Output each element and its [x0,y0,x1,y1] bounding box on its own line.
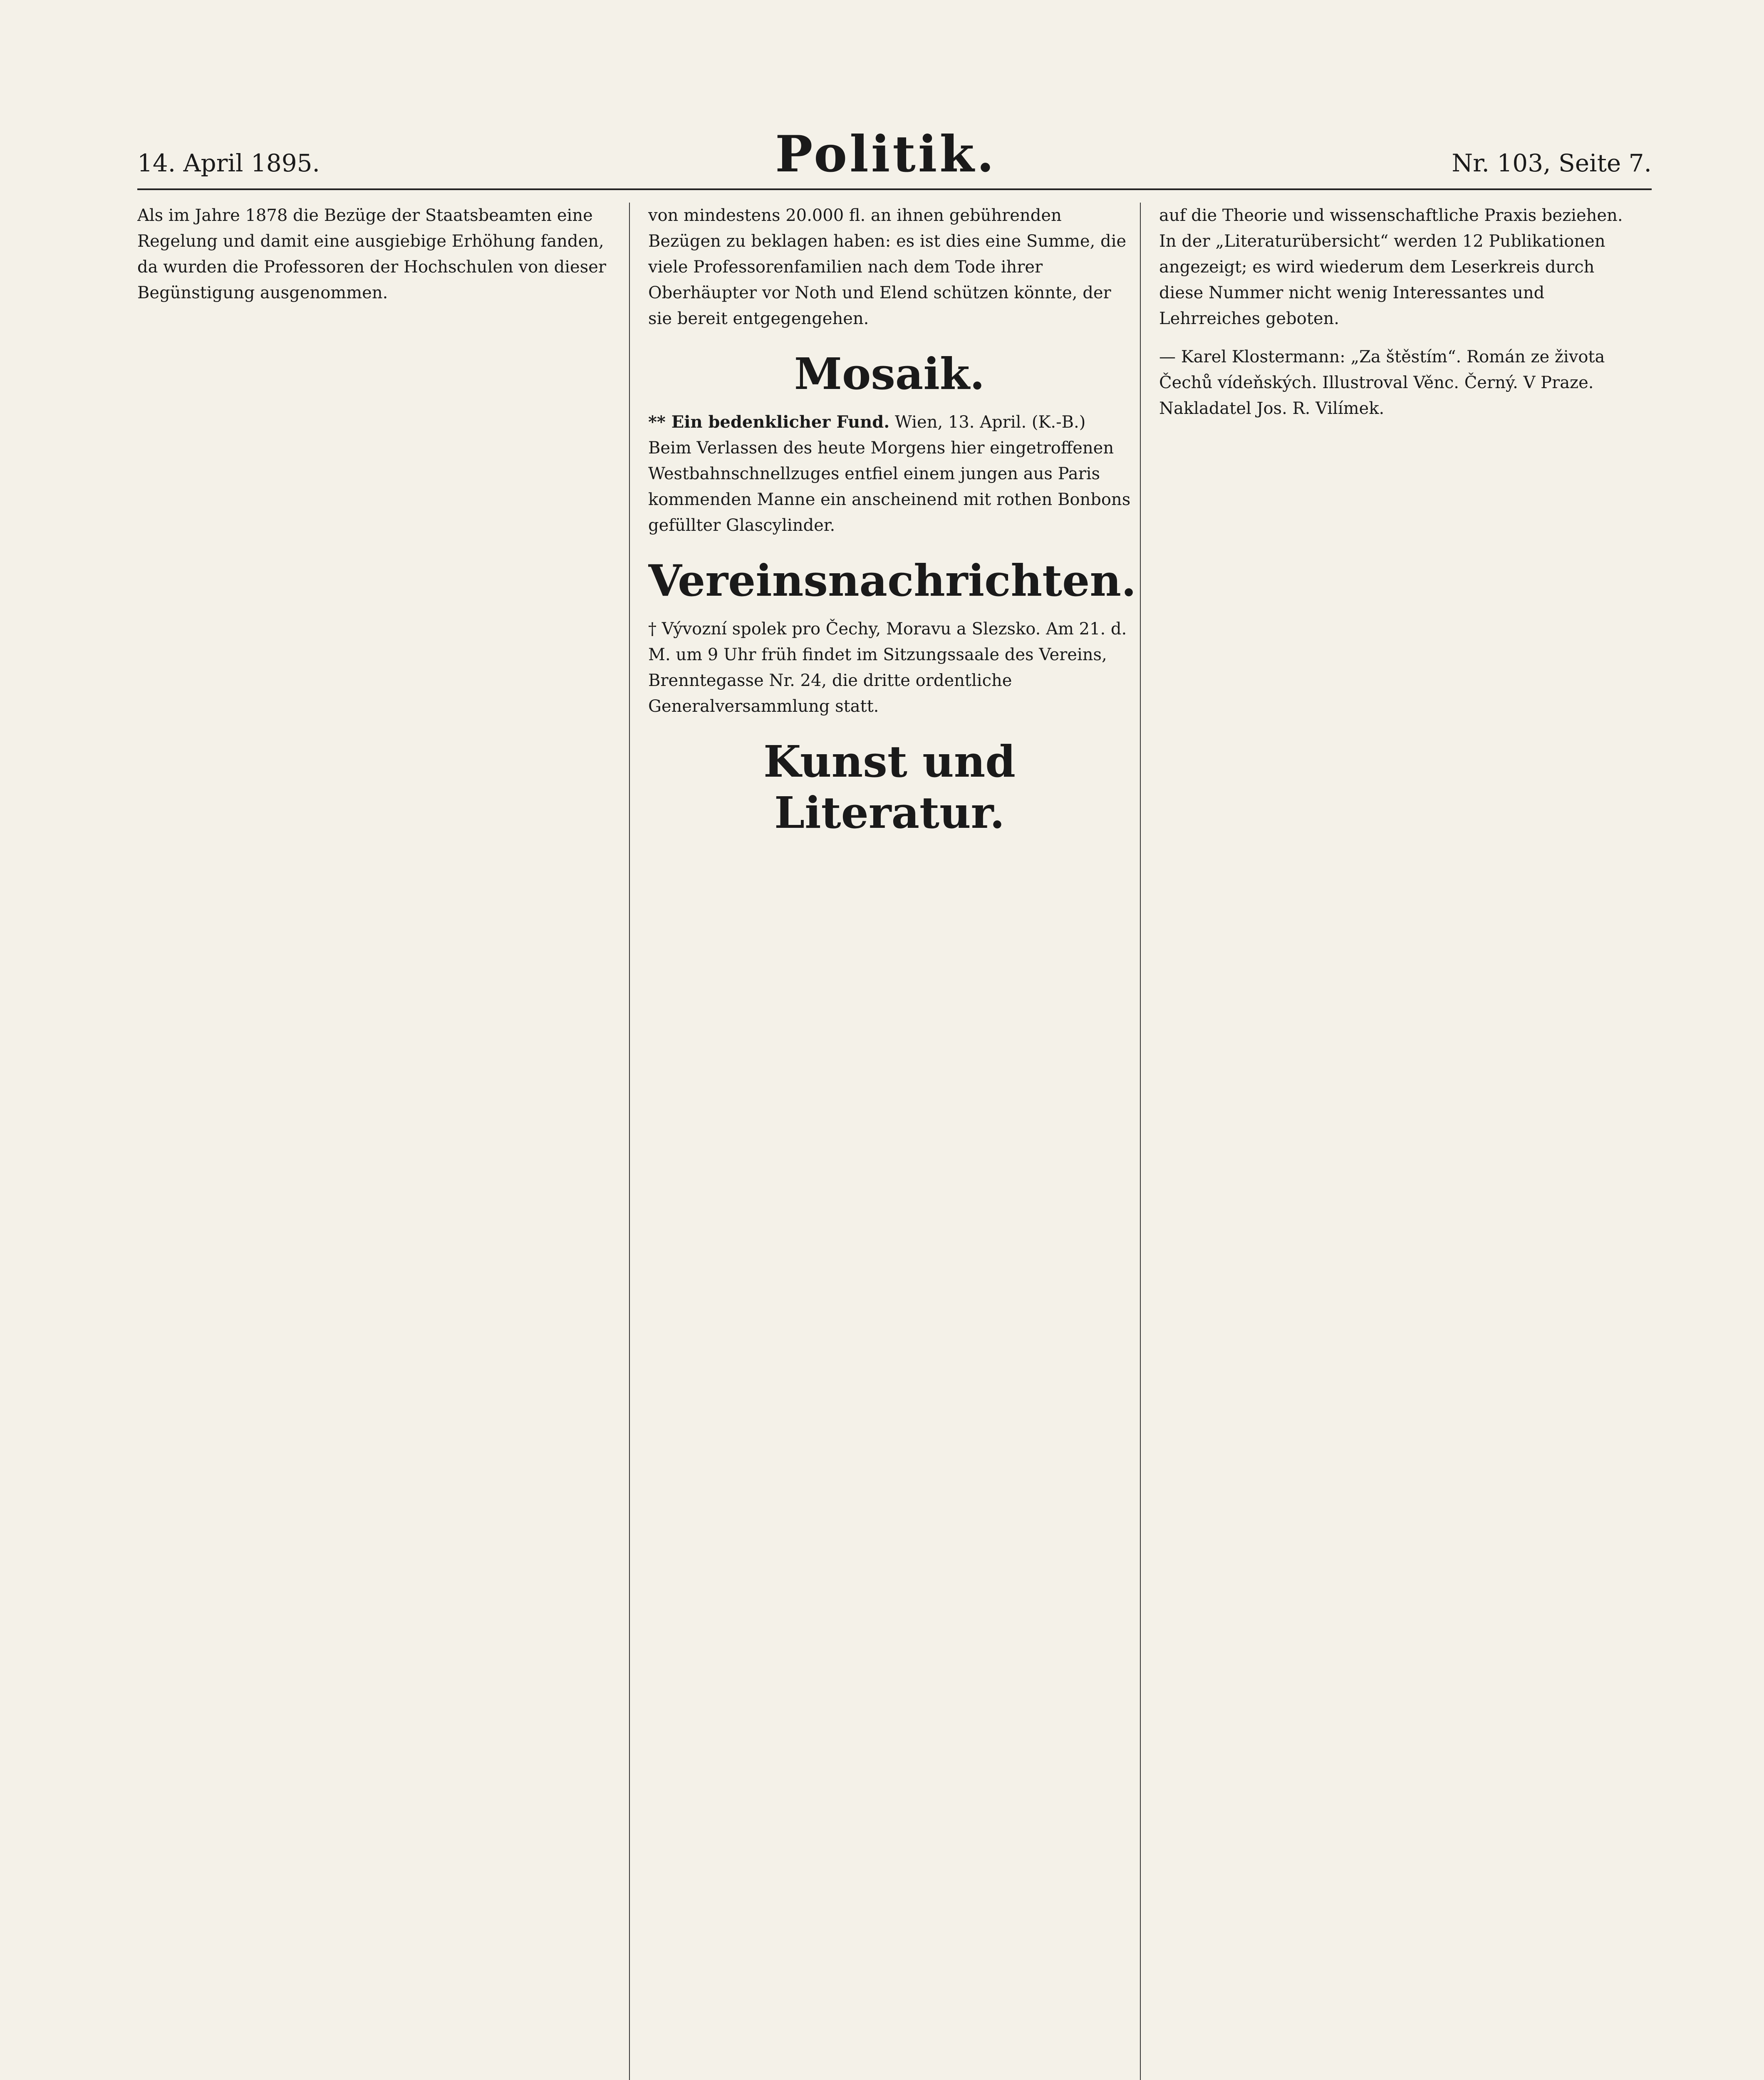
section-heading-kunst: Kunst und Literatur. [763,736,1016,838]
column-1 [137,203,630,2080]
issue-date: 14. April 1895. [137,149,320,177]
page-title: Politik. [775,125,997,183]
column-3-text-2: — Karel Klostermann: „Za štěstím“. Román ze života Čechů vídeňských. Illustroval Věnc. Černý. V Praze. Nakladatel Jos. R. Vilímek. [1159,347,1605,418]
section-heading-vereinsnachrichten: Vereinsnachrichten. [648,555,1137,606]
column-3-text-1: auf die Theorie und wissenschaftliche Praxis beziehen. In der „Literaturübersicht“ werden 12 Publikationen angezeigt; es wird wiederum dem Leserkreis durch diese Nummer nicht wenig Interessantes und Lehrreiches geboten. [1159,206,1623,328]
column-2-text: von mindestens 20.000 fl. an ihnen gebührenden Bezügen zu beklagen haben: es ist dies eine Summe, die viele Professorenfamilien nach dem Tode ihrer Oberhäupter vor Noth und Elend schützen könnte, der sie bereit entgegengehen. [648,206,1127,328]
mosaik-item [648,409,1131,538]
mosaik-item-title: ** Ein bedenklicher Fund. [648,412,890,432]
section-heading-mosaik: Mosaik. [794,348,985,399]
page-reference: Nr. 103, Seite 7. [1452,149,1652,177]
mosaik-item-text: Wien, 13. April. (K.-B.) Beim Verlassen des heute Morgens hier eingetroffenen Westbahnschnellzuges entfiel einem jungen aus Paris kommenden Manne ein anscheinend mit rothen Bonbons gefüllter Glascylinder. [648,413,1131,535]
verein-item: † Vývozní spolek pro Čechy, Moravu a Slezsko. Am 21. d. M. um 9 Uhr früh findet im Sitzungssaale des Vereins, Brenntegasse Nr. 24, die dritte ordentliche Generalversammlung statt. [648,619,1127,716]
article-columns [137,203,1652,2080]
column-1-text: Als im Jahre 1878 die Bezüge der Staatsbeamten eine Regelung und damit eine ausgiebige Erhöhung fanden, da wurden die Professoren der Hochschulen von dieser Begünstigung ausgenommen. [137,206,607,302]
masthead [137,125,1652,190]
column-2 [648,203,1141,2080]
column-3 [1159,203,1652,2080]
